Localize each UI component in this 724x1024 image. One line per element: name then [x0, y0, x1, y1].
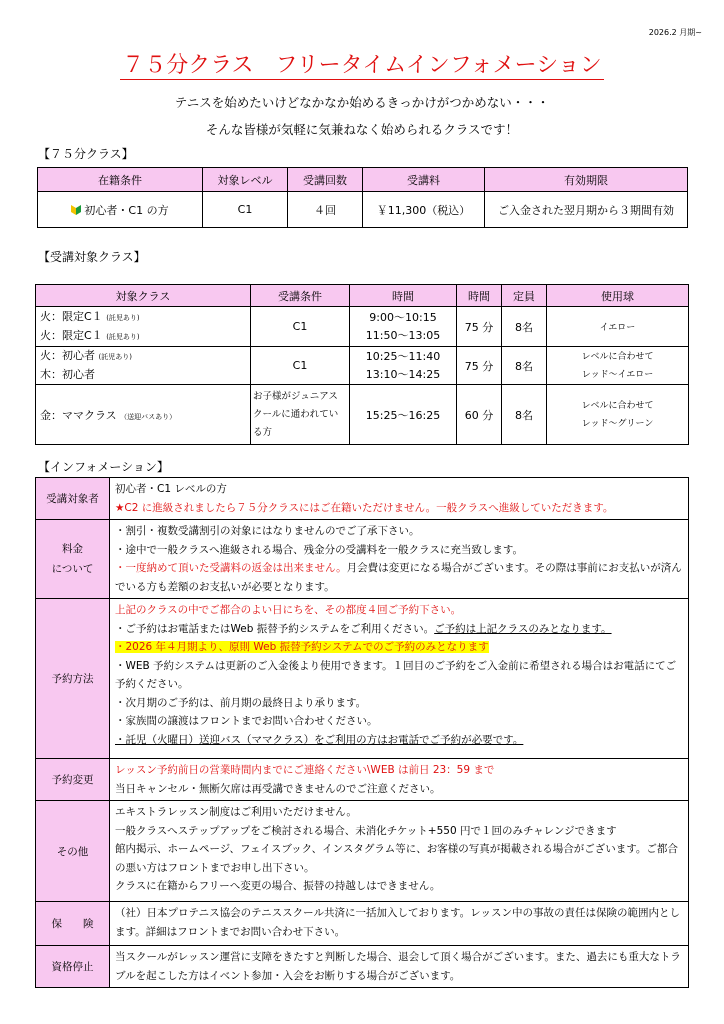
header-time: 時間	[350, 285, 457, 307]
header-enrollment: 在籍条件	[38, 168, 203, 192]
content-target: 初心者・C1 レベルの方 ★C2 に進級されましたら７５分クラスにはご在籍いただけません。一般クラスへ進級していただきます。	[110, 478, 689, 520]
header-condition: 受講条件	[251, 285, 350, 307]
cell-validity: ご入金された翌月期から３期間有効	[485, 192, 688, 228]
cell-duration: 60 分	[457, 385, 502, 445]
info-row-fee	[36, 520, 689, 599]
table-row	[36, 307, 689, 347]
header-class: 対象クラス	[36, 285, 251, 307]
cell-capacity: 8名	[502, 307, 547, 347]
beginner-mark-icon	[71, 205, 81, 215]
cell-ball: レベルに合わせて レッド〜グリーン	[547, 385, 689, 445]
table-row	[36, 385, 689, 445]
page-title: ７５分クラス フリータイムインフォメーション	[122, 53, 602, 78]
cell-sessions: ４回	[288, 192, 363, 228]
label-insurance: 保 険	[36, 902, 110, 946]
issue-date: 2026.2 月期~	[648, 28, 702, 37]
cell-class: 火：初心者 (託児あり) 木：初心者	[36, 347, 251, 385]
content-reserve: 上記のクラスの中でご都合のよい日にちを、その都度４回ご予約下さい。 ・ご予約はお電話またはWeb 振替予約システムをご利用ください。ご予約は上記クラスのみとなります。 ・2026 年４月期より、原則 Web 振替予約システムでのご予約のみとなります ・WEB 予約システムは更新のご入金後より使用できます。１回目のご予約をご入金前に希望される場合はお電話にてご予約ください。 ・次月期のご予約は、前月期の最終日より承ります。 ・家族間の譲渡はフロントまでお問い合わせください。 ・託児（火曜日）送迎バス（ママクラス）をご利用の方はお電話でご予約が必要です。	[110, 599, 689, 759]
section-heading-75min: 【７５分クラス】	[38, 147, 134, 161]
cell-condition: C1	[251, 307, 350, 347]
cell-condition: C1	[251, 347, 350, 385]
info-row-insurance	[36, 902, 689, 946]
course-summary-table	[37, 167, 688, 228]
section-heading-info: 【インフォメーション】	[38, 460, 169, 474]
info-row-other	[36, 801, 689, 902]
label-target: 受講対象者	[36, 478, 110, 520]
content-suspend: 当スクールがレッスン運営に支障をきたすと判断した場合、退会して頂く場合がございます。また、過去にも重大なトラブルを起こした方はイベント参加・入会をお断りする場合がございます。	[110, 946, 689, 988]
content-insurance: （社）日本プロテニス協会のテニススクール共済に一括加入しております。レッスン中の事故の責任は保険の範囲内とします。詳細はフロントまでお問い合わせ下さい。	[110, 902, 689, 946]
header-fee: 受講料	[363, 168, 485, 192]
cell-ball: レベルに合わせて レッド〜イエロー	[547, 347, 689, 385]
header-duration: 時間	[457, 285, 502, 307]
header-ball: 使用球	[547, 285, 689, 307]
cell-capacity: 8名	[502, 385, 547, 445]
cell-class: 火：限定C１ (託児あり) 火：限定C１ (託児あり)	[36, 307, 251, 347]
cell-ball: イエロー	[547, 307, 689, 347]
content-fee: ・割引・複数受講割引の対象にはなりませんのでご了承下さい。 ・途中で一般クラスへ進級される場合、残金分の受講料を一般クラスに充当致します。 ・一度納めて頂いた受講料の返金は出来ません。月会費は変更になる場合がございます。その際は事前にお支払いが済んでいる方も差額のお支払いが必要となります。	[110, 520, 689, 599]
header-sessions: 受講回数	[288, 168, 363, 192]
cell-duration: 75 分	[457, 347, 502, 385]
content-change: レッスン予約前日の営業時間内までにご連絡ください\WEB は前日 23：59 まで 当日キャンセル・無断欠席は再受講できませんのでご注意ください。	[110, 759, 689, 801]
cell-enrollment: 初心者・C1 の方	[38, 192, 203, 228]
cell-time: 15:25〜16:25	[350, 385, 457, 445]
header-level: 対象レベル	[203, 168, 288, 192]
info-row-suspend	[36, 946, 689, 988]
header-validity: 有効期限	[485, 168, 688, 192]
label-change: 予約変更	[36, 759, 110, 801]
cell-fee: ￥11,300（税込）	[363, 192, 485, 228]
label-suspend: 資格停止	[36, 946, 110, 988]
info-row-reserve	[36, 599, 689, 759]
cell-capacity: 8名	[502, 347, 547, 385]
info-row-change	[36, 759, 689, 801]
cell-time: 10:25〜11:40 13:10〜14:25	[350, 347, 457, 385]
info-row-target	[36, 478, 689, 520]
intro-line-1: テニスを始めたいけどなかなか始めるきっかけがつかめない・・・	[174, 95, 550, 110]
cell-time: 9:00〜10:15 11:50〜13:05	[350, 307, 457, 347]
label-reserve: 予約方法	[36, 599, 110, 759]
label-other: その他	[36, 801, 110, 902]
section-heading-classes: 【受講対象クラス】	[38, 250, 146, 264]
label-fee: 料金 について	[36, 520, 110, 599]
header-capacity: 定員	[502, 285, 547, 307]
info-table	[35, 477, 689, 988]
cell-class: 金：ママクラス （送迎バスあり）	[36, 385, 251, 445]
cell-condition: お子様がジュニアスクールに通われている方	[251, 385, 350, 445]
table-row	[36, 347, 689, 385]
intro-line-2: そんな皆様が気軽に気兼ねなく始められるクラスです！	[205, 122, 519, 137]
class-schedule-table	[35, 284, 689, 445]
cell-duration: 75 分	[457, 307, 502, 347]
cell-level: C1	[203, 192, 288, 228]
content-other: エキストラレッスン制度はご利用いただけません。 一般クラスへステップアップをご検討される場合、未消化チケット+550 円で１回のみチャレンジできます 館内掲示、ホームページ、フェイスブック、インスタグラム等に、お客様の写真が掲載される場合がございます。ご都合の悪い方はフロントまでお申し出下さい。 クラスに在籍からフリーへ変更の場合、振替の持越しはできません。	[110, 801, 689, 902]
